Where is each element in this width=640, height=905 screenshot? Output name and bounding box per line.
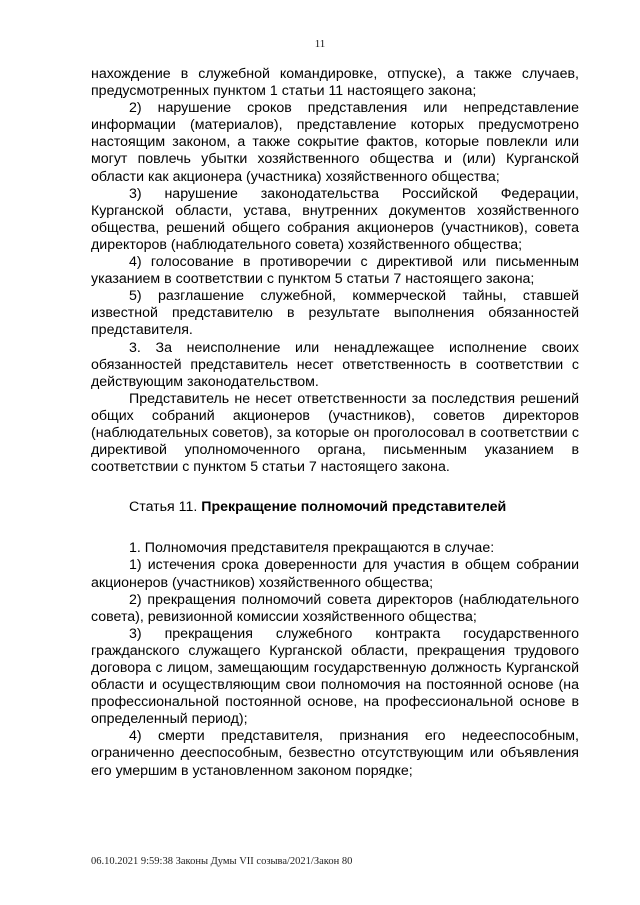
paragraph: 3) нарушение законодательства Российской Федерации, Курганской области, устава, внутренних документов хозяйственного общества, решений общего собрания акционеров (участников), совета директоров (наблюдательного совета) хозяйственного общества; <box>91 185 579 253</box>
article-title: Прекращение полномочий представителей <box>201 499 507 516</box>
article-label: Статья 11. <box>129 499 202 516</box>
paragraph: 1) истечения срока доверенности для участия в общем собрании акционеров (участников) хозяйственного общества; <box>91 557 579 591</box>
article-heading <box>91 499 579 516</box>
paragraph: Представитель не несет ответственности за последствия решений общих собраний акционеров (участников), советов директоров (наблюдательных советов), за которые он проголосовал в соответствии с директивой уполномоченного органа, письменным указанием в соответствии с пунктом 5 статьи 7 настоящего закона. <box>91 390 579 476</box>
paragraph: 2) прекращения полномочий совета директоров (наблюдательного совета), ревизионной комиссии хозяйственного общества; <box>91 591 579 625</box>
paragraph: 5) разглашение служебной, коммерческой тайны, ставшей известной представителю в результате выполнения обязанностей представителя. <box>91 288 579 339</box>
paragraph: 3) прекращения служебного контракта государственного гражданского служащего Курганской области, прекращения трудового договора с лицом, замещающим государственную должность Курганской области и осуществляющим свои полномочия на постоянной основе (на профессиональной постоянной основе, на профессиональной основе в определенный период); <box>91 625 579 728</box>
page-number: 11 <box>314 38 326 50</box>
document-body <box>91 66 579 780</box>
paragraph: нахождение в служебной командировке, отпуске), а также случаев, предусмотренных пунктом 1 статьи 11 настоящего закона; <box>91 66 579 100</box>
paragraph: 1. Полномочия представителя прекращаются в случае: <box>129 540 495 557</box>
document-footer: 06.10.2021 9:59:38 Законы Думы VII созыва/2021/Закон 80 <box>91 856 353 867</box>
paragraph: 4) смерти представителя, признания его недееспособным, ограниченно дееспособным, безвестно отсутствующим или объявления его умершим в установленном законом порядке; <box>91 728 579 779</box>
paragraph: 2) нарушение сроков представления или непредставление информации (материалов), представление которых предусмотрено настоящим законом, а также сокрытие фактов, которые повлекли или могут повлечь убытки хозяйственного общества и (или) Курганской области как акционера (участника) хозяйственного общества; <box>91 100 579 185</box>
paragraph: 3. За неисполнение или ненадлежащее исполнение своих обязанностей представитель несет ответственность в соответствии с действующим законодательством. <box>91 339 579 390</box>
paragraph: 4) голосование в противоречии с директивой или письменным указанием в соответствии с пунктом 5 статьи 7 настоящего закона; <box>91 254 579 288</box>
